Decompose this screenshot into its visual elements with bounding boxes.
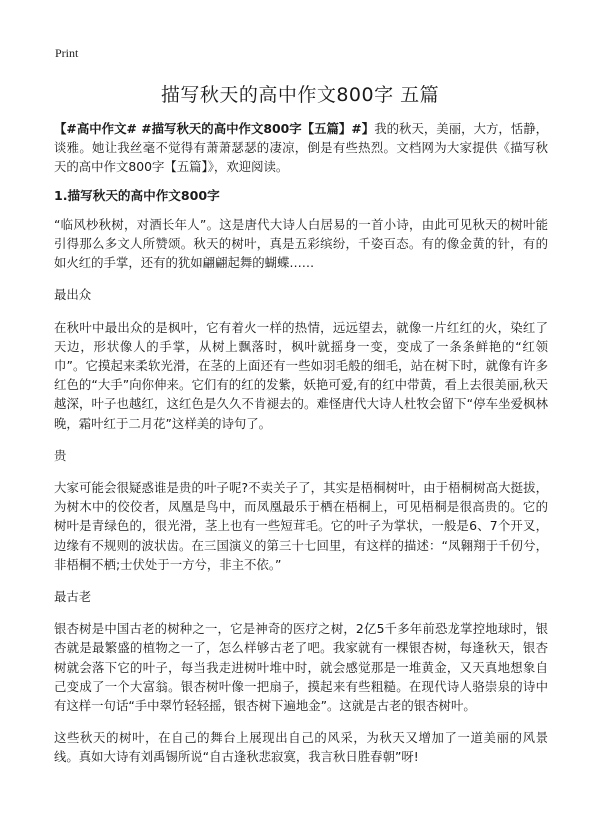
intro-paragraph	[54, 119, 548, 177]
document-body	[54, 119, 548, 780]
intro-text: 我的秋天，美丽，大方，恬静，谈雅。她让我丝毫不觉得有萧萧瑟瑟的凄凉，倒是有些热烈。文档网为大家提供《描写秋天的高中作文800字【五篇】》，欢迎阅读。	[54, 121, 548, 175]
paragraph-2: 在秋叶中最出众的是枫叶，它有着火一样的热情，远远望去，就像一片红红的火，染红了天边，形状像人的手掌，从树上飘落时，枫叶就摇身一变，变成了一条条鲜艳的“红领巾”。它摸起来柔软光滑，在茎的上面还有一些如羽毛般的细毛，站在树下时，就像有许多红色的“大手”向你伸来。它们有的红的发紫，妖艳可爱,有的红中带黄，看上去很美丽,秋天越深，叶子也越红，这红色是久久不肯褪去的。难怪唐代大诗人杜牧会留下“停车坐爱枫林晚，霜叶红于二月花”这样美的诗句了。	[54, 319, 548, 431]
section-heading: 1.描写秋天的高中作文800字	[54, 187, 220, 203]
subheading-oldest: 最古老	[54, 589, 92, 605]
paragraph-3: 大家可能会很疑惑谁是贵的叶子呢?不卖关子了，其实是梧桐树叶，由于梧桐树高大挺拔，为树木中的佼佼者，凤凰是鸟中，而凤凰最乐于栖在梧桐上，可见梧桐是很高贵的。它的树叶是青绿色的，很光滑，茎上也有一些短茸毛。它的叶子为掌状，一般是6、7个开叉，边缘有不规则的波状齿。在三国演义的第三十七回里，有这样的描述：“凤翱翔于千仞兮，非梧桐不栖;士伏处于一方兮，非主不依。”	[54, 480, 548, 572]
paragraph-4: 银杏树是中国古老的树种之一，它是神奇的医疗之树，2亿5千多年前恐龙掌控地球时，银杏就是最繁盛的植物之一了，怎么样够古老了吧。我家就有一棵银杏树，每逢秋天，银杏树就会落下它的叶子，每当我走进树叶堆中时，就会感觉那是一堆黄金，又天真地想象自己变成了一个大富翁。银杏树叶像一把扇子，摸起来有些粗糙。在现代诗人骆崇泉的诗中有这样一句话“手中翠竹轻轻摇，银杏树下遍地金”。这就是古老的银杏树叶。	[54, 621, 548, 714]
paragraph-1: “临风杪秋树，对酒长年人”。这是唐代大诗人白居易的一首小诗，由此可见秋天的树叶能引得那么多文人所赞颂。秋天的树叶，真是五彩缤纷，千姿百态。有的像金黄的针，有的如火红的手掌，还有的犹如翩翩起舞的蝴蝶……	[54, 216, 548, 271]
intro-tags: 【#高中作文# #描写秋天的高中作文800字【五篇】#】	[54, 121, 375, 136]
paragraph-5: 这些秋天的树叶，在自己的舞台上展现出自己的风采，为秋天又增加了一道美丽的风景线。真如大诗有刘禹锡所说“自古逢秋悲寂寞，我言秋日胜春朝”呀!	[54, 730, 548, 765]
subheading-noble: 贵	[54, 447, 67, 463]
page-title: 描写秋天的高中作文800字 五篇	[160, 84, 440, 106]
print-label: Print	[55, 46, 79, 60]
subheading-most-outstanding: 最出众	[54, 287, 92, 303]
